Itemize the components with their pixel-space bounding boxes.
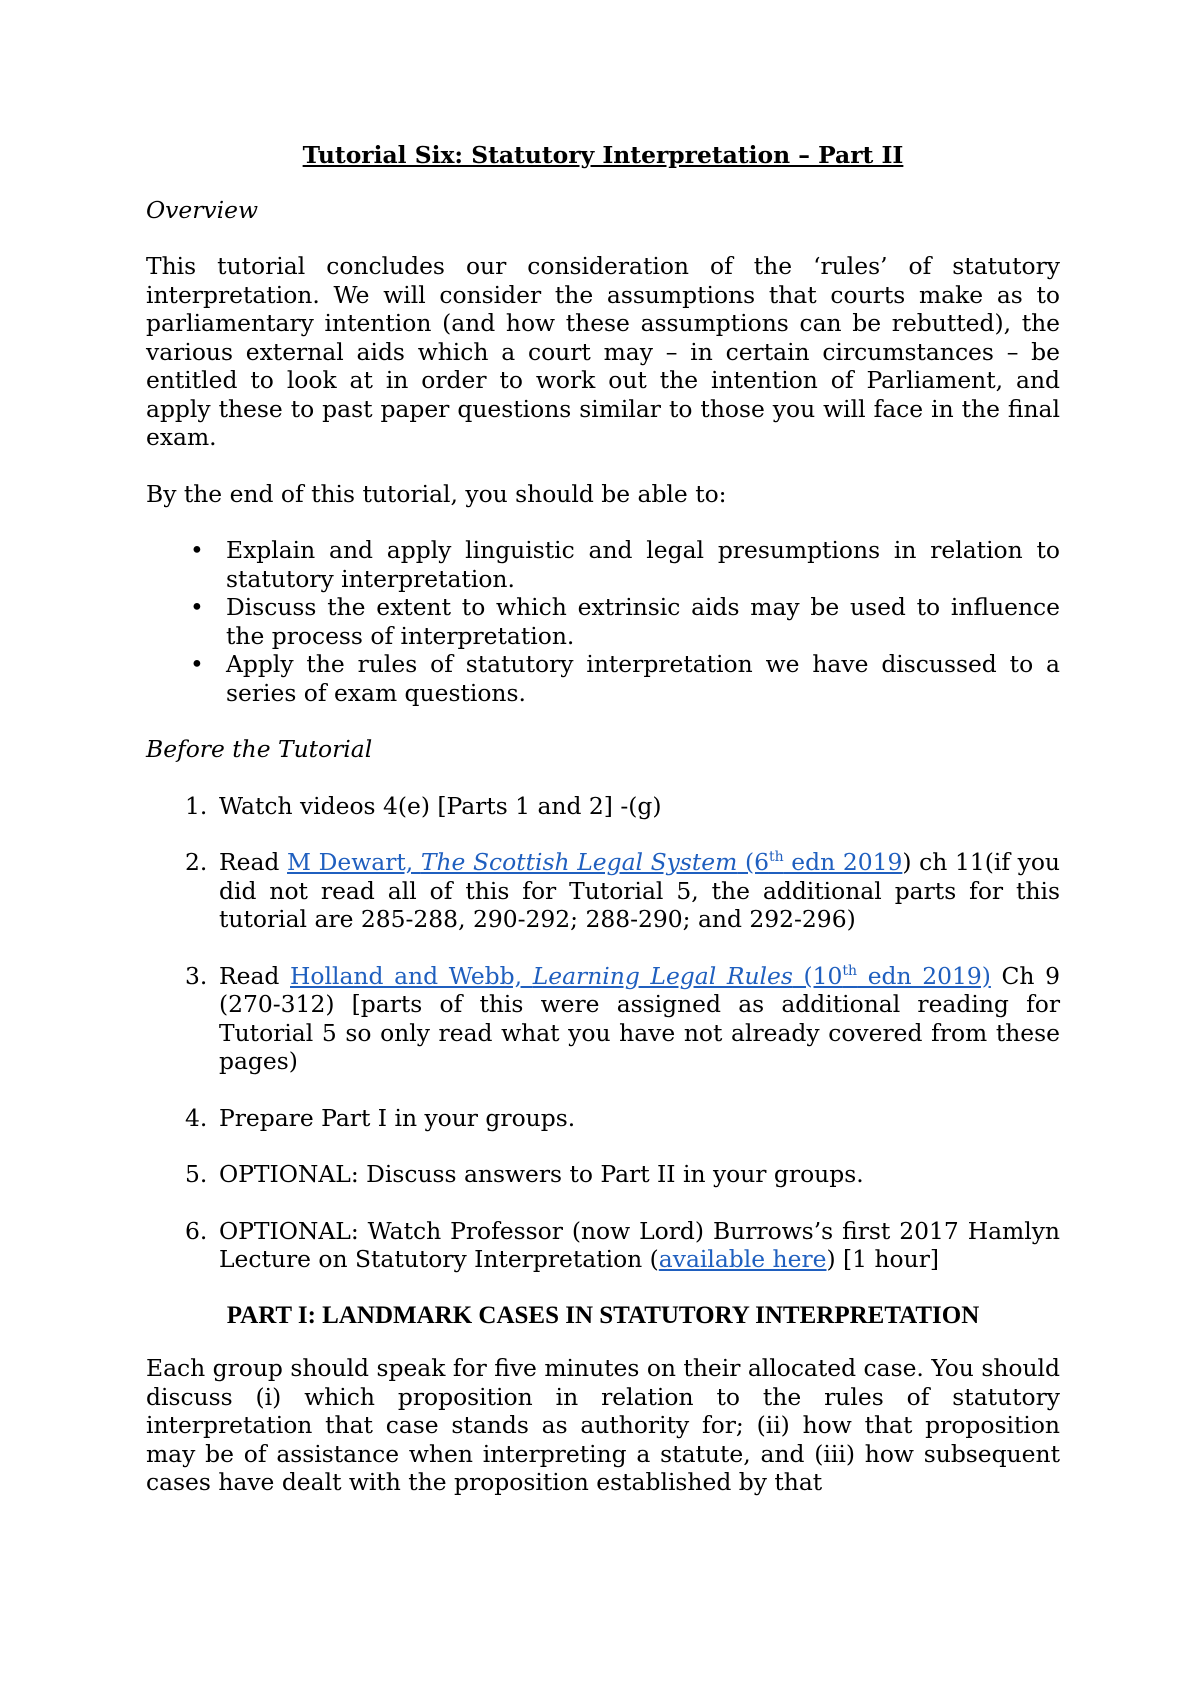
link-author: Holland and Webb, <box>290 961 533 990</box>
document-page <box>146 141 1060 1525</box>
link-edition-sup: th <box>842 962 858 979</box>
objective-item <box>146 536 1060 593</box>
holland-webb-book-link[interactable] <box>290 962 991 990</box>
link-title: The Scottish Legal System <box>420 848 738 876</box>
objectives-intro: By the end of this tutorial, you should be able to: <box>146 479 727 508</box>
step-number: 5. <box>185 1160 208 1188</box>
step-number: 2. <box>185 848 208 876</box>
before-tutorial-list <box>146 792 1060 1274</box>
step-number: 4. <box>185 1103 208 1132</box>
step-text-post: ) [1 hour] <box>826 1245 940 1273</box>
objective-text: Explain and apply linguistic and legal presumptions in relation to statutory interpretation. <box>226 536 1060 593</box>
step-text-pre: OPTIONAL: Watch Professor (now Lord) Burrows’s first 2017 Hamlyn Lecture on Statutory Interpretation ( <box>219 1216 1060 1273</box>
step-text-pre: Read <box>219 961 291 990</box>
link-edition: (10 <box>792 961 843 990</box>
step-number: 6. <box>185 1216 208 1245</box>
overview-heading: Overview <box>146 195 258 224</box>
step-item <box>146 962 1060 1076</box>
bullet-icon: • <box>190 650 204 678</box>
step-text-post: Ch 9 (270-312) [parts of this were assigned as additional reading for Tutorial 5 so only read what you have not already covered from these pages) <box>219 961 1060 1075</box>
objective-item <box>146 650 1060 707</box>
link-edition-year: edn 2019) <box>857 961 991 990</box>
overview-paragraph: This tutorial concludes our consideration of the ‘rules’ of statutory interpretation. We will consider the assumptions that courts make as to parliamentary intention (and how these assumptions can be rebutted), the various external aids which a court may – in certain circumstances – be entitled to look at in order to work out the intention of Parliament, and apply these to past paper questions similar to those you will face in the final exam. <box>146 252 1060 451</box>
link-author: M Dewart, <box>287 848 421 876</box>
link-edition-sup: th <box>768 849 784 866</box>
dewart-book-link[interactable] <box>287 848 902 876</box>
objective-item <box>146 593 1060 650</box>
objectives-list <box>146 536 1060 707</box>
part-one-heading: PART I: LANDMARK CASES IN STATUTORY INTERPRETATION <box>226 1301 980 1329</box>
bullet-icon: • <box>190 593 204 621</box>
bullet-icon: • <box>190 536 204 564</box>
step-item <box>146 1160 1060 1189</box>
document-title: Tutorial Six: Statutory Interpretation – Part II <box>302 141 904 169</box>
link-edition: (6 <box>737 848 769 876</box>
step-text-pre: Read <box>219 848 288 876</box>
part-one-paragraph: Each group should speak for five minutes on their allocated case. You should discuss (i) which proposition in relation to the rules of statutory interpretation that case stands as authority for; (ii) how that proposition may be of assistance when interpreting a statute, and (iii) how subsequent cases have dealt with the proposition established by that <box>146 1354 1060 1496</box>
step-text-post: ) ch 11(if you did not read all of this for Tutorial 5, the additional parts for this tutorial are 285-288, 290-292; 288-290; and 292-296) <box>219 848 1060 933</box>
step-item <box>146 792 1060 821</box>
objective-text: Discuss the extent to which extrinsic aids may be used to influence the process of interpretation. <box>226 593 1060 650</box>
step-number: 1. <box>185 791 208 820</box>
step-item <box>146 1104 1060 1133</box>
step-item <box>146 848 1060 934</box>
hamlyn-lecture-link[interactable]: available here <box>658 1245 827 1273</box>
step-item <box>146 1217 1060 1274</box>
before-tutorial-heading: Before the Tutorial <box>146 735 373 763</box>
step-text: Watch videos 4(e) [Parts 1 and 2] -(g) <box>219 791 662 820</box>
step-text: OPTIONAL: Discuss answers to Part II in your groups. <box>219 1160 864 1188</box>
step-text: Prepare Part I in your groups. <box>219 1103 576 1132</box>
link-title: Learning Legal Rules <box>532 961 793 990</box>
objective-text: Apply the rules of statutory interpretation we have discussed to a series of exam questions. <box>226 650 1060 707</box>
link-edition-year: edn 2019 <box>783 848 903 876</box>
step-number: 3. <box>185 961 208 990</box>
